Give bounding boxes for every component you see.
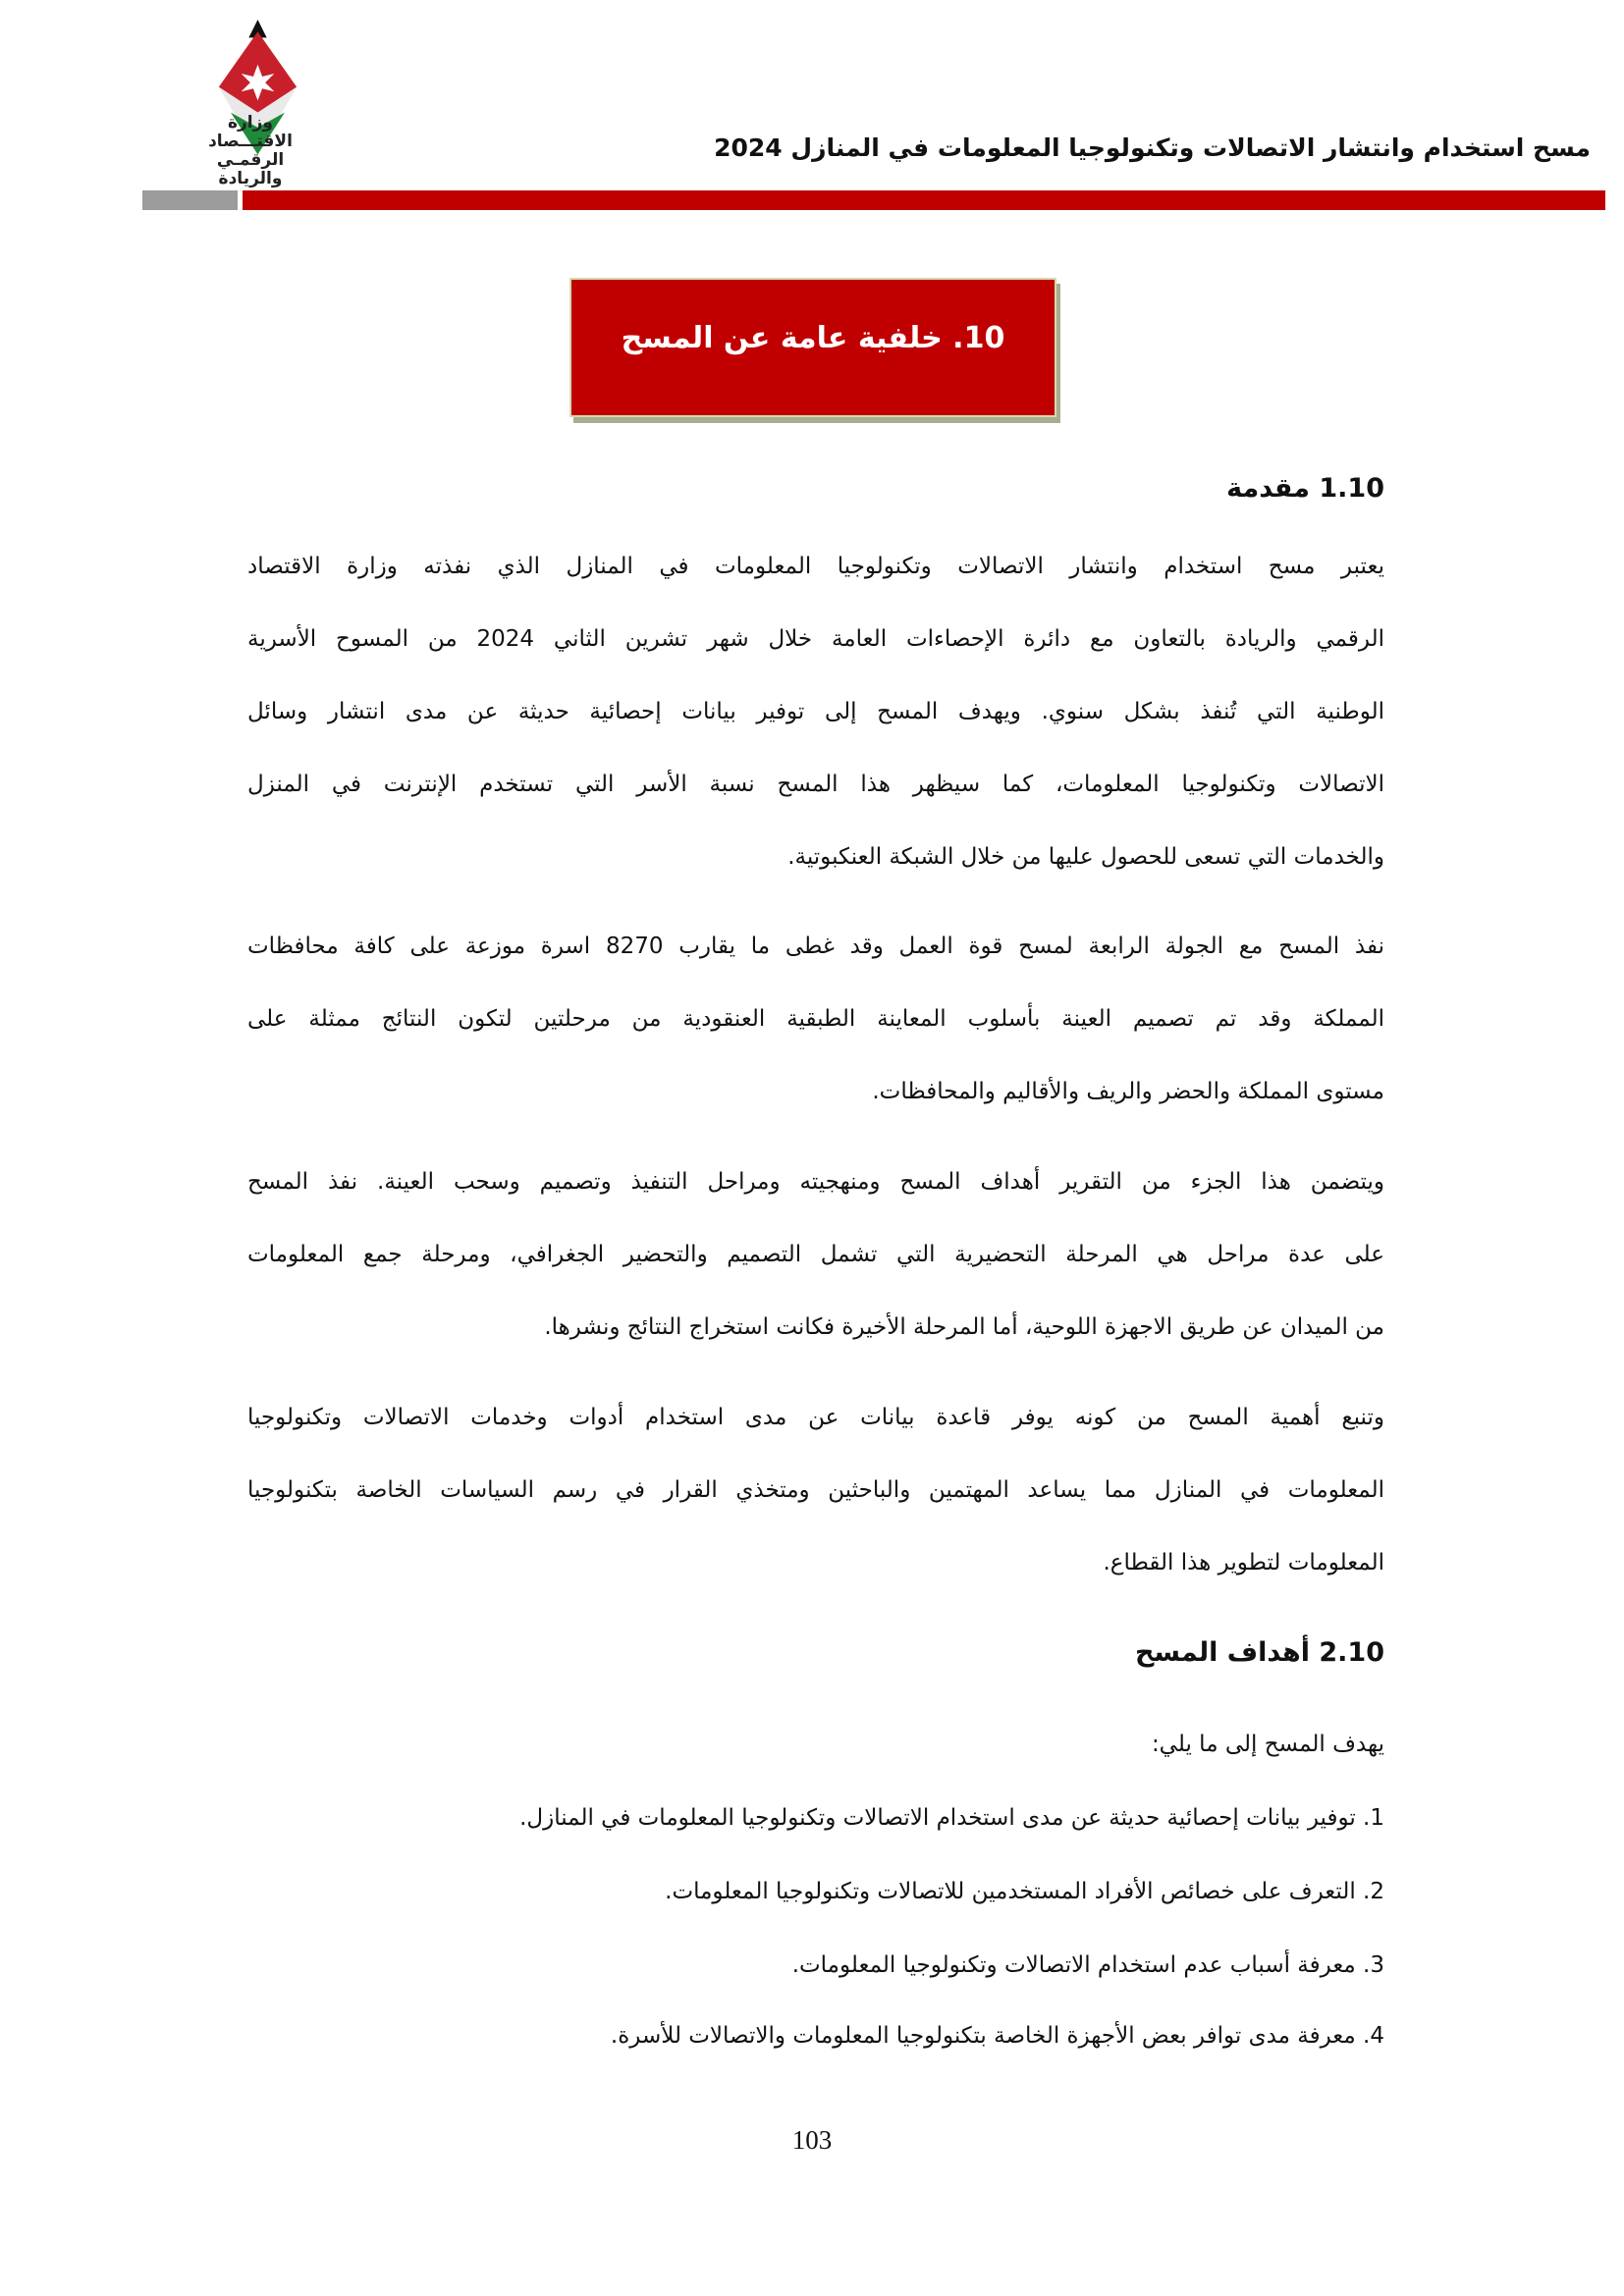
paragraph-line: والخدمات التي تسعى للحصول عليها من خلال الشبكة العنكبوتية. bbox=[787, 844, 1384, 870]
chapter-title: 10. خلفية عامة عن المسح bbox=[621, 320, 1005, 355]
section-heading-intro: 1.10 مقدمة bbox=[1226, 473, 1384, 504]
paragraph-line: وتنبع أهمية المسح من كونه يوفر قاعدة بيانات عن مدى استخدام أدوات وخدمات الاتصالات وتكنولوجيا bbox=[247, 1405, 1384, 1430]
paragraph-line: على عدة مراحل هي المرحلة التحضيرية التي تشمل التصميم والتحضير الجغرافي، ومرحلة جمع المعلومات bbox=[247, 1242, 1384, 1267]
paragraph-line: الوطنية التي تُنفذ بشكل سنوي. ويهدف المسح إلى توفير بيانات إحصائية حديثة عن مدى انتشار وسائل bbox=[247, 699, 1384, 724]
list-item: 4. معرفة مدى توافر بعض الأجهزة الخاصة بتكنولوجيا المعلومات والاتصالات للأسرة. bbox=[610, 2023, 1384, 2049]
section-heading-objectives: 2.10 أهداف المسح bbox=[1134, 1637, 1384, 1668]
paragraph-line: المعلومات في المنازل مما يساعد المهتمين والباحثين ومتخذي القرار في رسم السياسات الخاصة بتكنولوجيا bbox=[247, 1477, 1384, 1503]
logo-text-line: الرقمـي والريادة bbox=[216, 150, 285, 188]
paragraph-line: يعتبر مسح استخدام وانتشار الاتصالات وتكنولوجيا المعلومات في المنازل الذي نفذته وزارة الاقتصاد bbox=[247, 554, 1384, 579]
paragraph-line: المعلومات لتطوير هذا القطاع. bbox=[1103, 1550, 1384, 1575]
paragraph-line: مستوى المملكة والحضر والريف والأقاليم والمحافظات. bbox=[872, 1079, 1384, 1104]
chapter-title-box bbox=[569, 278, 1056, 417]
body-paragraph bbox=[247, 1146, 1384, 1363]
logo-text bbox=[187, 114, 314, 188]
paragraph-line: ويتضمن هذا الجزء من التقرير أهداف المسح ومنهجيته ومراحل التنفيذ وتصميم وسحب العينة. نفذ المسح bbox=[247, 1169, 1384, 1195]
objectives-intro: يهدف المسح إلى ما يلي: bbox=[1151, 1732, 1384, 1757]
list-item: 3. معرفة أسباب عدم استخدام الاتصالات وتكنولوجيا المعلومات. bbox=[791, 1952, 1384, 1978]
list-item: 2. التعرف على خصائص الأفراد المستخدمين للاتصالات وتكنولوجيا المعلومات. bbox=[665, 1879, 1384, 1904]
body-paragraph bbox=[247, 1381, 1384, 1599]
body-paragraph bbox=[247, 530, 1384, 893]
body-paragraph bbox=[247, 910, 1384, 1128]
header-divider-red bbox=[243, 190, 1605, 210]
list-item: 1. توفير بيانات إحصائية حديثة عن مدى استخدام الاتصالات وتكنولوجيا المعلومات في المنازل. bbox=[519, 1805, 1384, 1831]
paragraph-line: من الميدان عن طريق الاجهزة اللوحية، أما المرحلة الأخيرة فكانت استخراج النتائج ونشرها. bbox=[544, 1314, 1384, 1340]
paragraph-line: المملكة وقد تم تصميم العينة بأسلوب المعاينة الطبقية العنقودية من مرحلتين لتكون النتائج ممثلة على bbox=[247, 1006, 1384, 1032]
paragraph-line: الاتصالات وتكنولوجيا المعلومات، كما سيظهر هذا المسح نسبة الأسر التي تستخدم الإنترنت في المنزل bbox=[247, 772, 1384, 797]
header-divider-gray bbox=[142, 190, 238, 210]
paragraph-line: الرقمي والريادة بالتعاون مع دائرة الإحصاءات العامة خلال شهر تشرين الثاني 2024 من المسوح الأسرية bbox=[247, 626, 1384, 652]
page-number: 103 bbox=[791, 2125, 833, 2155]
logo-text-line: وزارة الاقتـــصاد bbox=[208, 113, 293, 151]
paragraph-line: نفذ المسح مع الجولة الرابعة لمسح قوة العمل وقد غطى ما يقارب 8270 اسرة موزعة على كافة محافظات bbox=[247, 934, 1384, 959]
header-title: مسح استخدام وانتشار الاتصالات وتكنولوجيا المعلومات في المنازل 2024 bbox=[714, 133, 1591, 162]
